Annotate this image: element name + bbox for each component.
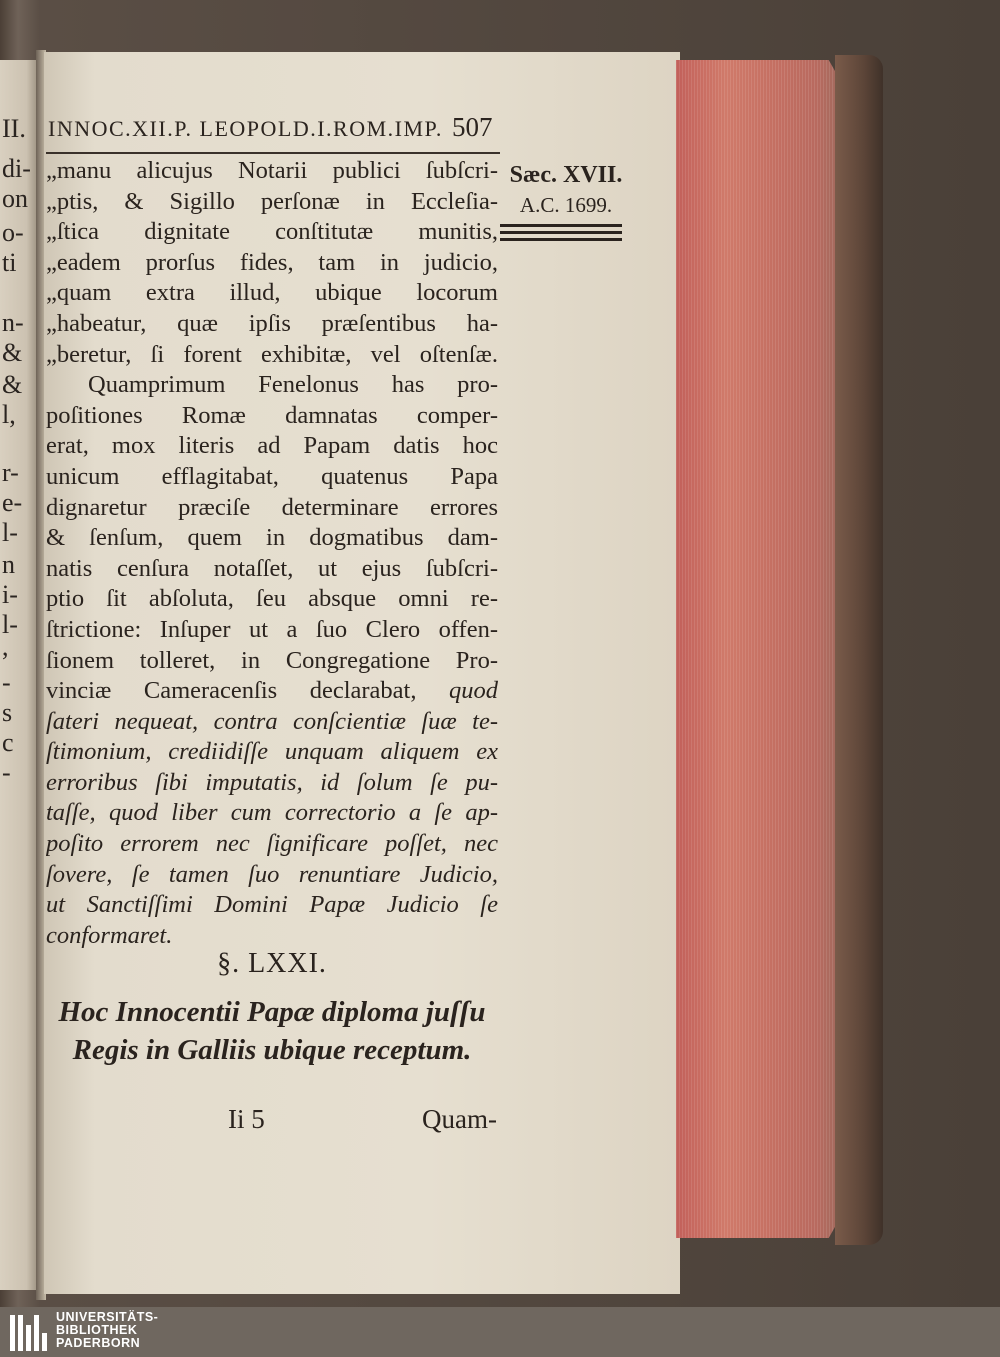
left-page-fragment: on	[2, 184, 28, 213]
left-page-fragment: l-	[2, 610, 18, 639]
left-page-edge	[0, 60, 38, 1290]
text-line-content: erroribus ſibi imputatis, id ſolum ſe pu-	[46, 768, 498, 796]
text-line	[46, 737, 498, 768]
text-line-content: poſito errorem nec ſignificare poſſet, nec	[46, 830, 498, 858]
margin-note-year: A.C. 1699.	[519, 193, 613, 217]
left-page-fragment: r-	[2, 458, 19, 487]
text-line	[46, 309, 498, 340]
left-page-fragment: s	[2, 698, 13, 727]
text-line	[46, 187, 498, 218]
left-page-fragment: n	[2, 550, 15, 579]
page-number: 507	[452, 112, 493, 142]
margin-rule	[500, 231, 622, 234]
text-line	[46, 768, 498, 799]
left-page-fragment: II.	[2, 114, 26, 143]
signature-mark: Ii 5	[228, 1104, 265, 1134]
text-line-content: ſionem tolleret, in Congregatione Pro-	[46, 646, 498, 674]
text-line	[46, 523, 498, 554]
running-header	[48, 112, 498, 152]
left-page-fragment: l-	[2, 518, 18, 547]
text-line	[46, 646, 498, 677]
text-line-content: ſtimonium, crediidiſſe unquam aliquem ex	[46, 738, 498, 766]
running-title: INNOC.XII.P. LEOPOLD.I.ROM.IMP.	[48, 116, 443, 141]
text-line	[46, 554, 498, 585]
text-line-content: taſſe, quod liber cum correctorio a ſe ap-	[46, 799, 498, 827]
library-logo-icon	[10, 1315, 48, 1351]
text-line-content: „ſtica dignitate conſtitutæ munitis,	[46, 218, 498, 246]
text-line-content: „beretur, ſi forent exhibitæ, vel oſtenſæ.	[46, 340, 498, 368]
left-page-fragment: &	[2, 338, 23, 367]
left-page-fragment: ,	[2, 632, 9, 661]
text-line-content: „habeatur, quæ ipſis præſentibus ha-	[46, 309, 498, 337]
text-line-content: vinciæ Cameracenſis declarabat,	[46, 677, 417, 705]
text-line-content: „quam extra illud, ubique locorum	[46, 279, 498, 307]
text-line-content: ut Sanctiſſimi Domini Papæ Judicio ſe	[46, 891, 498, 919]
section-subtitle-line: Regis in Galliis ubique receptum.	[72, 1034, 472, 1066]
left-page-fragment: &	[2, 370, 23, 399]
left-page-fragment: ti	[2, 248, 17, 277]
text-line	[46, 676, 498, 707]
text-line	[46, 340, 498, 371]
text-line-content: dignaretur præciſe determinare errores	[46, 493, 498, 521]
text-line	[46, 921, 498, 952]
text-line-content: ſtrictione: Inſuper ut a ſuo Clero offen-	[46, 615, 498, 643]
left-page-fragment: di-	[2, 154, 31, 183]
left-page-fragment: i-	[2, 580, 18, 609]
text-line	[46, 615, 498, 646]
text-line-content: natis cenſura notaſſet, ut ejus ſubſcri-	[46, 554, 498, 582]
text-line	[46, 217, 498, 248]
text-line	[46, 707, 498, 738]
catchword: Quam-	[422, 1104, 497, 1134]
text-line	[46, 248, 498, 279]
text-line-content: ptio ſit abſoluta, ſeu absque omni re-	[46, 585, 498, 613]
library-logo-line: UNIVERSITÄTS-	[56, 1310, 159, 1324]
text-line	[46, 278, 498, 309]
left-page-fragment: e-	[2, 488, 23, 517]
margin-note	[504, 160, 628, 220]
header-rule	[46, 152, 500, 154]
margin-rule	[500, 238, 622, 241]
text-line-content: unicum efflagitabat, quatenus Papa	[46, 462, 498, 490]
text-line-content: „eadem prorſus fides, tam in judicio,	[46, 248, 498, 276]
margin-rule	[500, 224, 622, 227]
text-line	[46, 584, 498, 615]
library-logo-line: PADERBORN	[56, 1336, 141, 1350]
section-title: §. LXXI.	[217, 948, 327, 979]
text-line	[46, 798, 498, 829]
text-line-italic-tail: quod	[416, 677, 498, 705]
margin-note-century: Sæc. XVII.	[509, 162, 623, 188]
text-line-content: & ſenſum, quem in dogmatibus dam-	[46, 524, 498, 552]
text-line-content: Quamprimum Fenelonus has pro-	[88, 371, 498, 399]
left-page-fragment: n-	[2, 308, 24, 337]
text-line-content: poſitiones Romæ damnatas comper-	[46, 401, 498, 429]
text-line	[46, 156, 498, 187]
text-line	[46, 829, 498, 860]
text-line-content: ſateri nequeat, contra conſcientiæ ſuæ te-	[46, 707, 498, 735]
page-edges	[676, 60, 842, 1238]
text-line-content: „manu alicujus Notarii publici ſubſcri-	[46, 157, 498, 184]
text-line-content: erat, mox literis ad Papam datis hoc	[46, 432, 498, 460]
section-subtitle	[46, 993, 498, 1069]
book-cover-edge	[835, 55, 883, 1245]
library-logo-line: BIBLIOTHEK	[56, 1323, 138, 1337]
text-line	[46, 431, 498, 462]
text-line	[46, 890, 498, 921]
left-page-fragment: -	[2, 758, 11, 787]
body-text	[46, 156, 498, 951]
text-line	[46, 401, 498, 432]
text-line	[46, 370, 498, 401]
text-line-content: „ptis, & Sigillo perſonæ in Eccleſia-	[46, 187, 498, 215]
text-line-content: conformaret.	[46, 921, 173, 949]
library-logo-text	[56, 1311, 158, 1350]
text-line-content: ſovere, ſe tamen ſuo renuntiare Judicio,	[46, 860, 498, 888]
text-line	[46, 462, 498, 493]
left-page-fragment: l,	[2, 400, 16, 429]
left-page-fragment: c	[2, 728, 14, 757]
text-line	[46, 860, 498, 891]
text-line	[46, 493, 498, 524]
left-page-fragment: -	[2, 668, 11, 697]
library-bar	[0, 1307, 1000, 1357]
left-page-fragment: o-	[2, 218, 24, 247]
section-subtitle-line: Hoc Innocentii Papæ diploma juſſu	[58, 996, 486, 1028]
